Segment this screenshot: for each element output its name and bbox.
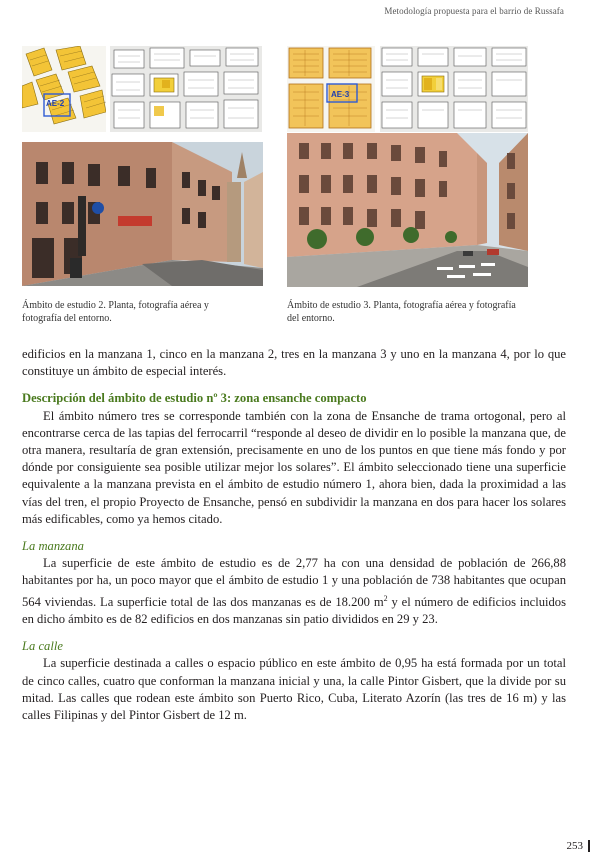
manzana-text-b: y el número de edificios incluidos en dicho ámbito es de 82 edificios en dos manzanas sin patio divididos en 29 y 23.	[22, 594, 566, 627]
figure-2-site-plan	[22, 46, 106, 132]
site-plan-2-drawing	[22, 46, 106, 132]
figure-3-aerial	[380, 46, 528, 132]
figure-3-street-photo	[287, 133, 528, 287]
body-text	[22, 346, 566, 724]
section-title: Descripción del ámbito de estudio nº 3: zona ensanche compacto	[22, 391, 367, 406]
figure-3-caption: Ámbito de estudio 3. Planta, fotografía aérea y fotografía del entorno.	[287, 300, 516, 324]
aerial-3-drawing	[380, 46, 528, 132]
running-title: Metodología propuesta para el barrio de Russafa	[384, 6, 564, 16]
figure-3-site-plan	[287, 46, 375, 132]
map-label-ae3: AE-3	[331, 90, 350, 99]
intro-paragraph: edificios en la manzana 1, cinco en la manzana 2, tres en la manzana 3 y uno en la manzana 4, por lo que constituye un ámbito de especial interés.	[22, 347, 566, 379]
street-photo-2-drawing	[22, 142, 263, 286]
figure-2-aerial	[110, 46, 262, 132]
figure-2-caption: Ámbito de estudio 2. Planta, fotografía aérea y fotografía del entorno.	[22, 300, 209, 324]
map-label-ae2: AE-2	[46, 99, 65, 108]
page-number: 253	[567, 840, 591, 852]
subsection-title-calle: La calle	[22, 639, 63, 654]
manzana-paragraph	[22, 555, 566, 628]
section-paragraph: El ámbito número tres se corresponde también con la zona de Ensanche de trama ortogonal, pero al encontrarse cerca de las tapias del ferrocarril “responde al deseo de dividir en lo posible la manzana que, de otra manera, resultaría de gran extensión, precisamente en uno de los puntos en que tiene más fondo y por dónde por consiguiente sea posible utilizar mejor los solares”. El ámbito seleccionado tiene una superficie equivalente a la manzana prevista en el ámbito de estudio número 1, ahora bien, dada la proximidad a las vías del tren, el propio Proyecto de Ensanche, pensó en subdividir la manzana en dos para hacer los solares más edificables, como ya hemos citado.	[22, 408, 566, 526]
figure-2-street-photo	[22, 142, 263, 286]
aerial-2-drawing	[110, 46, 262, 132]
subsection-title-manzana: La manzana	[22, 539, 84, 554]
site-plan-3-drawing	[287, 46, 375, 132]
street-photo-3-drawing	[287, 133, 528, 287]
manzana-superscript: 2	[383, 593, 388, 603]
manzana-text-a: La superficie de este ámbito de estudio es de 2,77 ha con una densidad de población de 266,88 habitantes por ha, un poco mayor que el ámbito de estudio 1 y una población de 738 habitantes que ocupan 564 viviendas. La superficie total de las dos manzanas es de 18.200 m	[22, 556, 566, 609]
calle-paragraph: La superficie destinada a calles o espacio público en este ámbito de 0,95 ha está formada por un total de cinco calles, cuatro que conforman la manzana inicial y una, la calle Pintor Gisbert, que la divide por su mitad. Las calles que rodean este ámbito son Puerto Rico, Cuba, Literato Azorín (las tres de 16 m) y las calles Filipinas y del Pintor Gisbert de 12 m.	[22, 656, 566, 723]
